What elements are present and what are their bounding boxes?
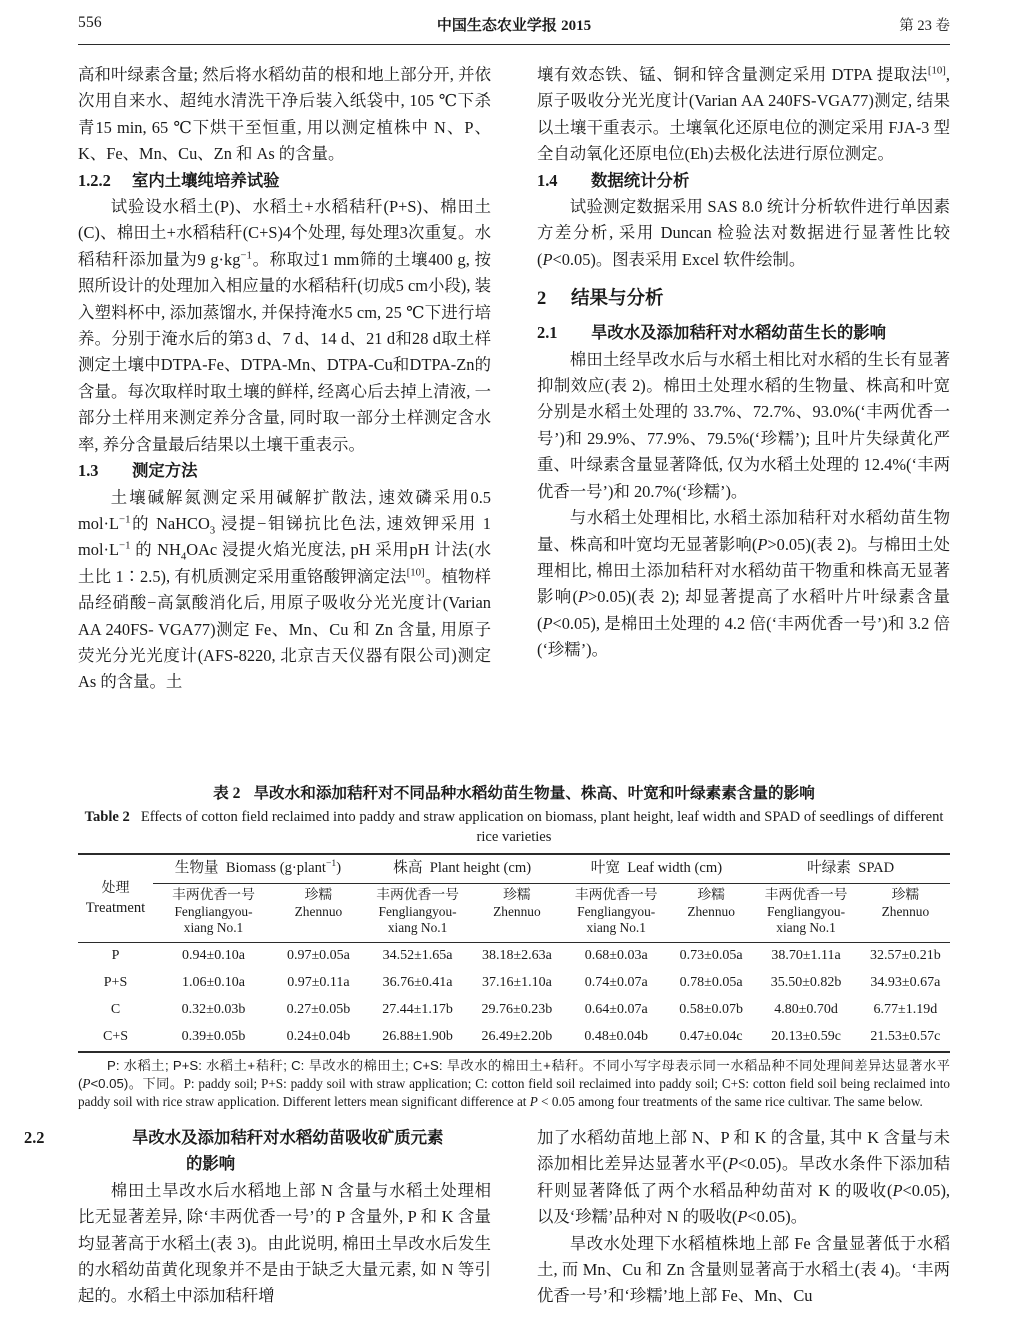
table-label-cn: 表 2 (213, 785, 241, 802)
section-title-line-2: 的影响 (186, 1155, 236, 1174)
paragraph-methods (78, 485, 491, 696)
cell-value: 0.39±0.05b (153, 1024, 274, 1052)
variety-b-cn: 珍糯 (697, 887, 725, 902)
cell-treatment: P+S (103, 975, 128, 990)
text-run: <0.05)。图表采用 Excel 软件绘制。 (552, 249, 806, 269)
text-run: 的 NaHCO (130, 513, 210, 533)
column-header-biomass (153, 854, 363, 884)
paragraph-statistics (537, 194, 950, 273)
section-number: 1.4 (537, 170, 558, 190)
table-footnotes (78, 1057, 950, 1112)
cell-value: 0.94±0.10a (153, 942, 274, 970)
section-title-line-1: 旱改水及添加秸秆对水稻幼苗吸收矿质元素 (132, 1129, 444, 1147)
cell-value: 37.16±1.10a (481, 975, 552, 990)
footnote-cn-a: P: 水稻土; P+S: 水稻土+秸秆; C: 旱改水的棉田土; C+S: 旱改水的棉田土+秸秆。不同小写字母表示同一水稻品种不同处理间差异达显著水平( (78, 1057, 950, 1091)
text-run: >0.05)(表 2)。与棉田土处理相比, 棉田土添加秸秆对水稻幼苗干物重和株高无显著影响( (537, 534, 950, 607)
section-title: 测定方法 (132, 462, 198, 481)
paragraph-continuation: 高和叶绿素含量; 然后将水稻幼苗的根和地上部分开, 并依次用自来水、超纯水清洗干净后装入纸袋中, 105 ℃下杀青15 min, 65 ℃下烘干至恒重, 用以测定植株中 N、P、K、Fe、Mn、Cu、Zn 和 As 的含量。 (78, 65, 491, 164)
section-heading-1-2-2 (78, 168, 491, 194)
cell-value: 26.49±2.20b (472, 1024, 561, 1052)
italic-p: P (757, 534, 768, 554)
group-unit-sup: −1 (325, 858, 337, 870)
variety-a-en-2: xiang No.1 (183, 920, 244, 935)
table-footnote (78, 1057, 950, 1112)
variety-a-cn: 丰两优香一号 (376, 887, 459, 902)
table-caption-cn-text: 旱改水和添加秸秆对不同品种水稻幼苗生物量、株高、叶宽和叶绿素素含量的影响 (253, 785, 815, 802)
paragraph-straw-results (537, 505, 950, 663)
column-header-variety-a (363, 884, 472, 943)
table-variety-header-row (78, 884, 950, 943)
table-group-header-row (78, 854, 950, 884)
cell-value: 0.24±0.04b (274, 1024, 363, 1052)
column-header-spad (751, 854, 950, 884)
subscript: 3 (209, 524, 216, 537)
page-folio: 556 (78, 14, 102, 31)
text-run: , 原子吸收分光光度计(Varian AA 240FS-VGA77)测定, 结果以土壤干重表示。土壤氧化还原电位的测定采用 FJA-3 型全自动氧化还原电位(Eh)去极化法进行原位测定。 (537, 65, 950, 164)
italic-p: P (542, 249, 553, 269)
table-2-block (78, 782, 950, 1112)
column-header-variety-b (274, 884, 363, 943)
text-run: 壤有效态铁、锰、铜和锌含量测定采用 DTPA 提取法 (537, 65, 928, 84)
superscript: −1 (118, 539, 131, 552)
variety-b-cn: 珍糯 (304, 887, 333, 902)
cell-value: 29.76±0.23b (481, 1002, 553, 1017)
table-label-en: Table 2 (84, 809, 130, 825)
section-heading-1-3 (78, 458, 491, 484)
section-heading-2 (537, 283, 950, 314)
column-header-leaf-width (561, 854, 751, 884)
text-run: 土壤碱解氮测定采用碱解扩散法, 速效磷采用0.5 mol·L (78, 487, 491, 533)
variety-a-cn: 丰两优香一号 (574, 887, 658, 902)
table-head (78, 854, 950, 942)
variety-b-en: Zhennuo (687, 903, 735, 919)
variety-a-en-1: Fengliangyou- (766, 903, 846, 919)
text-run: 与水稻土处理相比, 水稻土添加秸秆对水稻幼苗生物量、株高和叶宽均无显著影响( (537, 508, 950, 554)
main-columns (78, 62, 950, 696)
text-run: >0.05)(表 2); 却显著提高了水稻叶片叶绿素含量( (537, 587, 950, 633)
cell-value: 26.88±1.90b (363, 1024, 472, 1052)
table-row (78, 942, 950, 970)
text-run: <0.05), 是棉田土处理的 4.2 倍(‘丰两优香一号’)和 3.2 倍(‘珍糯’)。 (537, 613, 950, 660)
cell-value: 0.97±0.05a (274, 942, 363, 970)
paragraph-soil-culture (78, 194, 491, 458)
variety-a-en-2: xiang No.1 (387, 920, 448, 935)
journal-year: 2015 (561, 18, 592, 34)
section-number: 2.1 (537, 323, 558, 343)
group-en: Biomass (225, 860, 277, 876)
italic-p: P (542, 613, 553, 633)
section-title: 旱改水及添加秸秆对水稻幼苗生长的影响 (591, 324, 887, 343)
section-heading-1-4 (537, 168, 950, 194)
treatment-header-en: Treatment (85, 899, 146, 916)
column-left (78, 62, 491, 696)
table-caption-en-text: Effects of cotton field reclaimed into paddy and straw application on biomass, plant height, leaf width and SPAD of seedlings of different rice varieties (140, 809, 944, 845)
table-row (78, 1024, 950, 1052)
variety-a-en-1: Fengliangyou- (378, 903, 457, 919)
text-run: <0.05)。旱改水条件下添加秸秆则显著降低了两个水稻品种幼苗对 K 的吸收( (537, 1154, 950, 1200)
text-run: 试验测定数据采用 SAS 8.0 统计分析软件进行单因素方差分析, 采用 Duncan 检验法对数据进行显著性比较( (537, 197, 950, 269)
group-unit: (cm) (694, 860, 723, 876)
table-row (78, 997, 950, 1024)
italic-p: P (737, 1207, 748, 1227)
footnote-en-b: < 0.05 among four treatments of the same rice cultivar. The same below. (537, 1094, 923, 1110)
citation-reference: [10] (927, 64, 946, 77)
group-cn: 叶宽 (590, 860, 620, 876)
volume-label: 第 23 卷 (899, 18, 950, 34)
group-en: Leaf width (627, 860, 691, 876)
variety-a-cn: 丰两优香一号 (764, 887, 848, 902)
column-header-variety-a (561, 884, 670, 943)
column-header-treatment (78, 854, 153, 942)
group-cn: 株高 (393, 860, 423, 876)
cell-value: 0.74±0.07a (584, 975, 648, 990)
citation-reference: [10] (406, 566, 425, 579)
section-number: 1.2.2 (78, 170, 111, 190)
cell-value: 35.50±0.82b (770, 975, 842, 990)
group-cn: 生物量 (174, 860, 219, 876)
text-run: OAc 浸提火焰光度法, pH 采用pH 计法(水土比 1∶2.5), 有机质测定采用重铬酸钾滴定法 (78, 540, 491, 586)
cell-value: 0.78±0.05a (679, 975, 743, 990)
table-2 (78, 853, 950, 1053)
cell-value: 20.13±0.59c (751, 1024, 860, 1052)
cell-value: 6.77±1.19d (873, 1002, 938, 1017)
column-right (537, 62, 950, 664)
running-head (78, 14, 950, 44)
text-run: 的 NH (130, 540, 181, 560)
cell-value: 36.76±0.41a (382, 975, 453, 990)
paragraph-dtpa (537, 62, 950, 168)
variety-a-en-1: Fengliangyou- (577, 903, 656, 919)
cell-value: 38.70±1.11a (751, 942, 860, 970)
section-title: 室内土壤纯培养试验 (132, 171, 280, 190)
variety-a-en-2: xiang No.1 (776, 920, 836, 935)
cell-value: 0.64±0.07a (584, 1002, 648, 1017)
table-caption-en (78, 807, 950, 847)
table-row (78, 970, 950, 997)
cell-value: 0.58±0.07b (679, 1002, 743, 1017)
subscript: 4 (180, 550, 187, 563)
section-heading-2-1 (537, 320, 950, 346)
column-header-variety-b (472, 884, 561, 943)
variety-b-cn: 珍糯 (503, 887, 531, 902)
section-heading-2-2 (24, 1125, 491, 1178)
superscript: −1 (118, 513, 131, 526)
italic-p: P (529, 1094, 538, 1110)
text-run: 试验设水稻土(P)、水稻土+水稻秸秆(P+S)、棉田土(C)、棉田土+水稻秸秆(C+S)4个处理, 每处理3次重复。水稻秸秆添加量为9 g·kg (78, 197, 491, 269)
section-number: 1.3 (78, 461, 99, 481)
variety-b-en: Zhennuo (493, 903, 541, 919)
paragraph-npk (537, 1125, 950, 1231)
variety-b-cn: 珍糯 (891, 887, 920, 902)
variety-a-en-2: xiang No.1 (586, 920, 646, 935)
cell-value: 1.06±0.10a (182, 975, 245, 990)
section-title: 结果与分析 (571, 287, 664, 309)
text-run: 浸提−钼锑抗比色法, 速效钾采用 1 mol·L (78, 513, 491, 560)
group-cn: 叶绿素 (807, 860, 851, 876)
column-right-bottom (537, 1125, 950, 1310)
group-unit: (g·plant (279, 860, 326, 876)
cell-value: 34.93±0.67a (870, 975, 941, 990)
footnote-en-a: P: paddy soil; P+S: paddy soil with straw application; C: cotton field soil reclaimed into paddy soil; C+S: cotton field soil being reclaimed into paddy soil with rice straw application. Different letters mean significant difference at (78, 1075, 950, 1110)
superscript: −1 (240, 249, 252, 262)
section-number: 2 (537, 289, 547, 310)
text-run: 。植物样品经硝酸−高氯酸消化后, 用原子吸收分光光度计(Varian AA 240FS- VGA77)测定 Fe、Mn、Cu 和 Zn 含量, 用原子荧光分光光度计(AFS-8220, 北京吉天仪器有限公司)测定 As 的含量。土 (78, 566, 492, 692)
cell-treatment: C (110, 1002, 121, 1017)
paragraph-micronutrients: 旱改水处理下水稻植株地上部 Fe 含量显著低于水稻土, 而 Mn、Cu 和 Zn 含量则显著高于水稻土(表 4)。‘丰两优香一号’和‘珍糯’地上部 Fe、Mn、Cu (537, 1233, 950, 1306)
italic-p: P (727, 1154, 738, 1174)
column-header-variety-a (153, 884, 274, 943)
column-left-bottom (24, 1125, 491, 1310)
column-header-variety-b (861, 884, 950, 943)
column-header-variety-a (751, 884, 860, 943)
bottom-columns (24, 1125, 950, 1310)
text-run: <0.05)。 (747, 1207, 808, 1227)
text-run: 。称取过1 mm筛的土壤400 g, 按照所设计的处理加入相应量的水稻秸秆(切成5 cm小段), 装入塑料杯中, 添加蒸馏水, 并保持淹水5 cm, 25 ℃下进行培养。分别于淹水后的第3 d、7 d、14 d、21 d和28 d取土样测定土壤中DTPA-Fe、DTPA-Mn、DTPA-Cu和DTPA-Zn的含量。每次取样时取土壤的鲜样, 经离心后去掉上清液, 一部分土样用来测定养分含量, 同时取一部分土样测定含水率, 养分含量最后结果以土壤干重表示。 (78, 249, 491, 454)
cell-value: 0.32±0.03b (181, 1002, 246, 1017)
cell-value: 0.68±0.03a (561, 942, 670, 970)
cell-value: 0.27±0.05b (286, 1002, 351, 1017)
journal-title (78, 14, 950, 35)
variety-b-en: Zhennuo (881, 903, 930, 919)
variety-a-cn: 丰两优香一号 (172, 887, 255, 902)
table-caption-cn (78, 782, 950, 805)
paragraph-mineral-uptake: 棉田土旱改水后水稻地上部 N 含量与水稻土处理相比无显著差异, 除‘丰两优香一号’的 P 含量外, P 和 K 含量均显著高于水稻土(表 3)。由此说明, 棉田土旱改水后发生的水稻幼苗黄化现象并不是由于缺乏大量元素, 如 N 等引起的。水稻土中添加秸秆增 (78, 1180, 491, 1306)
table-body (78, 942, 950, 1052)
group-en: Plant height (429, 860, 500, 876)
cell-value: 0.48±0.04b (561, 1024, 670, 1052)
variety-b-en: Zhennuo (294, 903, 343, 919)
section-title: 数据统计分析 (591, 171, 690, 190)
variety-a-en-1: Fengliangyou- (174, 903, 253, 919)
header-rule (78, 44, 950, 45)
group-unit: (cm) (503, 860, 532, 876)
cell-value: 4.80±0.70d (774, 1002, 838, 1017)
cell-value: 0.97±0.11a (287, 975, 350, 990)
journal-title-cn: 中国生态农业学报 (436, 17, 557, 34)
cell-treatment: C+S (78, 1024, 153, 1052)
italic-p: P (82, 1075, 91, 1091)
cell-value: 32.57±0.21b (861, 942, 950, 970)
treatment-header-cn: 处理 (101, 878, 130, 895)
cell-value: 34.52±1.65a (363, 942, 472, 970)
section-number: 2.2 (24, 1128, 45, 1147)
footnote-cn-b: <0.05)。下同。 (90, 1075, 184, 1091)
text-run: <0.05), 以及‘珍糯’品种对 N 的吸收( (537, 1180, 950, 1227)
group-unit-tail: ) (336, 860, 342, 876)
cell-value: 38.18±2.63a (472, 942, 561, 970)
italic-p: P (577, 587, 588, 607)
text-run: 加了水稻幼苗地上部 N、P 和 K 的含量, 其中 K 含量与未添加相比差异达显著水平( (537, 1128, 950, 1174)
cell-treatment: P (78, 942, 153, 970)
cell-value: 21.53±0.57c (861, 1024, 950, 1052)
cell-value: 0.73±0.05a (671, 942, 751, 970)
cell-value: 27.44±1.17b (382, 1002, 453, 1017)
column-header-variety-b (671, 884, 751, 943)
paragraph-growth-results: 棉田土经旱改水后与水稻土相比对水稻的生长有显著抑制效应(表 2)。棉田土处理水稻的生物量、株高和叶宽分别是水稻土处理的 33.7%、72.7%、93.0%(‘丰两优香一号’)和 29.9%、77.9%、79.5%(‘珍糯’); 且叶片失绿黄化严重、叶绿素含量显著降低, 仅为水稻土处理的 12.4%(‘丰两优香一号’)和 20.7%(‘珍糯’)。 (537, 349, 950, 501)
column-header-plant-height (363, 854, 562, 884)
group-en: SPAD (858, 860, 895, 876)
italic-p: P (892, 1180, 903, 1200)
cell-value: 0.47±0.04c (671, 1024, 751, 1052)
